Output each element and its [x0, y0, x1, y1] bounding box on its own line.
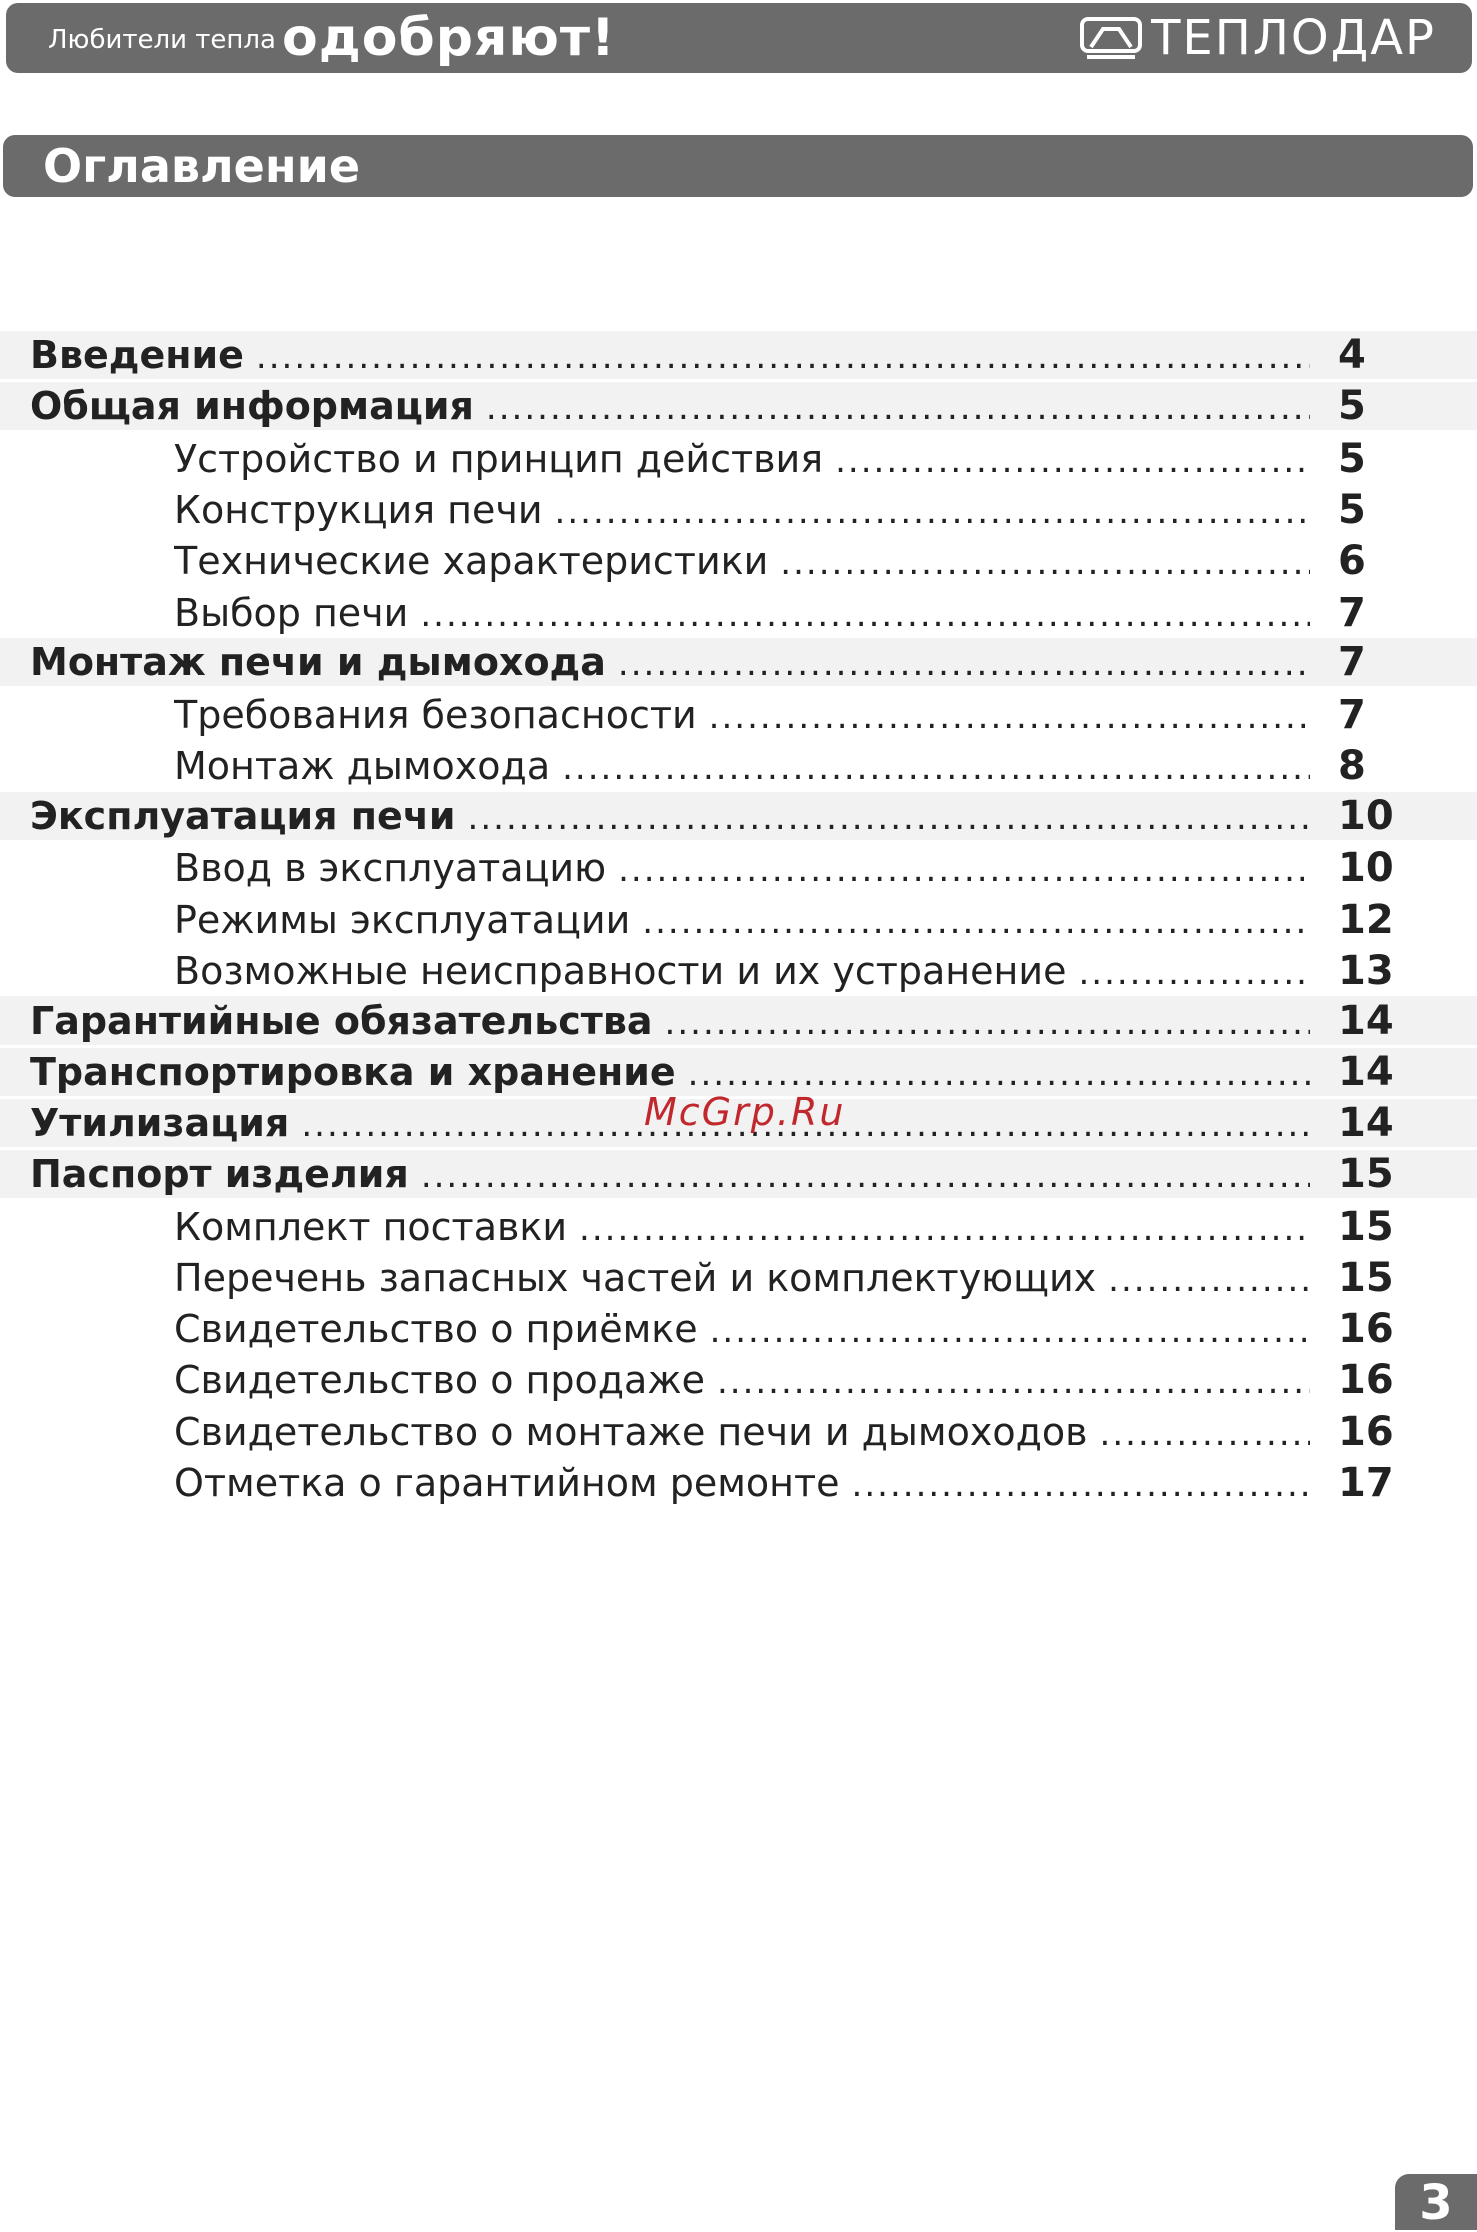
toc-entry-title: Свидетельство о продаже: [174, 1358, 705, 1403]
toc-entry: [30, 794, 1310, 838]
toc-row[interactable]: [0, 382, 1477, 433]
toc-entry-title: Свидетельство о монтаже печи и дымоходов: [174, 1409, 1088, 1454]
toc-page-number: 15: [1338, 1203, 1394, 1250]
toc-leader-dots: [618, 644, 1310, 684]
toc-page-number: 17: [1338, 1459, 1394, 1506]
toc-entry-title: Введение: [30, 333, 244, 378]
toc-leader-dots: [717, 1362, 1310, 1402]
toc-leader-dots: [618, 850, 1310, 890]
toc-page-number: 10: [1338, 792, 1394, 839]
toc-entry-title: Эксплуатация печи: [30, 793, 456, 838]
toc-entry: [174, 1410, 1310, 1454]
toc-leader-dots: [1100, 1414, 1310, 1454]
watermark: McGrp.Ru: [644, 1090, 846, 1134]
toc-entry-title: Ввод в эксплуатацию: [174, 846, 607, 891]
toc-leader-dots: [780, 543, 1310, 583]
toc-page-number: 4: [1338, 332, 1366, 379]
toc-row[interactable]: [0, 485, 1477, 536]
toc-leader-dots: [420, 595, 1310, 635]
tagline-big: одобряют!: [281, 8, 616, 68]
toc-entry-title: Утилизация: [30, 1100, 290, 1145]
toc-row[interactable]: [0, 1304, 1477, 1355]
toc-entry-title: Комплект поставки: [174, 1204, 568, 1249]
toc-entry: [174, 949, 1310, 993]
toc-leader-dots: [562, 748, 1310, 788]
toc-entry-title: Транспортировка и хранение: [30, 1049, 676, 1094]
brand-logo: [1079, 10, 1436, 66]
toc-row[interactable]: [0, 1252, 1477, 1303]
toc-page-number: 14: [1338, 1048, 1394, 1095]
toc-leader-dots: [709, 697, 1310, 737]
toc-leader-dots: [688, 1054, 1310, 1094]
toc-page-number: 5: [1338, 435, 1366, 482]
toc-entry: [174, 1358, 1310, 1402]
toc-row[interactable]: [0, 1355, 1477, 1406]
toc-row[interactable]: [0, 433, 1477, 484]
toc-leader-dots: [1078, 953, 1310, 993]
toc-row[interactable]: [0, 1150, 1477, 1201]
toc-entry-title: Перечень запасных частей и комплектующих: [174, 1255, 1097, 1300]
toc-row[interactable]: [0, 741, 1477, 792]
toc-page-number: 7: [1338, 691, 1366, 738]
toc-leader-dots: [665, 1003, 1310, 1043]
toc-page-number: 5: [1338, 383, 1366, 430]
toc-page-number: 10: [1338, 845, 1394, 892]
toc-page-number: 7: [1338, 589, 1366, 636]
toc-entry-title: Гарантийные обязательства: [30, 998, 653, 1043]
toc-leader-dots: [486, 388, 1310, 428]
section-header: [3, 135, 1473, 197]
toc-entry: [174, 846, 1310, 890]
toc-leader-dots: [421, 1156, 1310, 1196]
toc-entry: [174, 591, 1310, 635]
toc-row[interactable]: [0, 792, 1477, 843]
stove-logo-icon: [1079, 16, 1143, 60]
toc-entry: [30, 640, 1310, 684]
toc-row[interactable]: [0, 894, 1477, 945]
toc-leader-dots: [579, 1209, 1310, 1249]
toc-leader-dots: [835, 441, 1310, 481]
toc-row[interactable]: [0, 638, 1477, 689]
toc-page-number: 15: [1338, 1151, 1394, 1198]
toc-entry-title: Выбор печи: [174, 590, 409, 635]
toc-entry-title: Требования безопасности: [174, 692, 697, 737]
toc-entry-title: Технические характеристики: [174, 539, 769, 584]
toc-page-number: 6: [1338, 538, 1366, 585]
toc-row[interactable]: [0, 536, 1477, 587]
toc-entry-title: Отметка о гарантийном ремонте: [174, 1460, 840, 1505]
toc-entry-title: Общая информация: [30, 384, 474, 429]
toc-entry-title: Свидетельство о приёмке: [174, 1307, 698, 1352]
toc-page-number: 8: [1338, 743, 1366, 790]
toc-page-number: 16: [1338, 1408, 1394, 1455]
toc-leader-dots: [1108, 1260, 1310, 1300]
toc-leader-dots: [710, 1311, 1310, 1351]
toc-entry: [174, 488, 1310, 532]
toc-leader-dots: [852, 1465, 1310, 1505]
toc-entry: [174, 1256, 1310, 1300]
toc-entry-title: Режимы эксплуатации: [174, 897, 631, 942]
toc-page-number: 16: [1338, 1357, 1394, 1404]
toc-entry: [174, 693, 1310, 737]
toc-entry-title: Устройство и принцип действия: [174, 436, 824, 481]
toc-entry: [174, 1205, 1310, 1249]
toc-entry: [174, 744, 1310, 788]
toc-row[interactable]: [0, 843, 1477, 894]
toc-entry: [174, 1461, 1310, 1505]
toc-entry-title: Конструкция печи: [174, 488, 543, 533]
toc-leader-dots: [555, 492, 1310, 532]
toc-page-number: 5: [1338, 487, 1366, 534]
toc-entry-title: Монтаж дымохода: [174, 744, 551, 789]
toc-row[interactable]: [0, 689, 1477, 740]
toc-entry: [30, 1152, 1310, 1196]
toc-entry-title: Паспорт изделия: [30, 1152, 409, 1197]
toc-row[interactable]: [0, 1457, 1477, 1508]
toc-row[interactable]: [0, 996, 1477, 1047]
toc-entry-title: Возможные неисправности и их устранение: [174, 948, 1067, 993]
toc-page-number: 13: [1338, 947, 1394, 994]
logo-text: ТЕПЛОДАР: [1151, 10, 1436, 66]
toc-page-number: 16: [1338, 1306, 1394, 1353]
toc-page-number: 14: [1338, 1099, 1394, 1146]
toc-leader-dots: [642, 902, 1310, 942]
toc-entry: [30, 1050, 1310, 1094]
toc-row[interactable]: [0, 945, 1477, 996]
header-bar: [6, 3, 1472, 73]
toc-page-number: 7: [1338, 639, 1366, 686]
toc-entry: [30, 999, 1310, 1043]
toc-page-number: 14: [1338, 997, 1394, 1044]
toc-entry: [174, 898, 1310, 942]
toc-leader-dots: [468, 798, 1310, 838]
toc-entry: [30, 333, 1310, 377]
toc-page-number: 12: [1338, 896, 1394, 943]
tagline: [48, 3, 616, 73]
toc-row[interactable]: [0, 331, 1477, 382]
toc-row[interactable]: [0, 1201, 1477, 1252]
toc-entry: [30, 384, 1310, 428]
page-number: 3: [1395, 2174, 1477, 2230]
toc-entry: [174, 437, 1310, 481]
tagline-small: Любители тепла: [48, 25, 276, 55]
toc-leader-dots: [256, 337, 1310, 377]
toc-row[interactable]: [0, 1406, 1477, 1457]
table-of-contents: [0, 331, 1477, 1508]
toc-row[interactable]: [0, 587, 1477, 638]
toc-entry: [174, 539, 1310, 583]
page-title: Оглавление: [43, 139, 361, 193]
toc-page-number: 15: [1338, 1254, 1394, 1301]
toc-entry-title: Монтаж печи и дымохода: [30, 640, 606, 685]
toc-entry: [174, 1307, 1310, 1351]
